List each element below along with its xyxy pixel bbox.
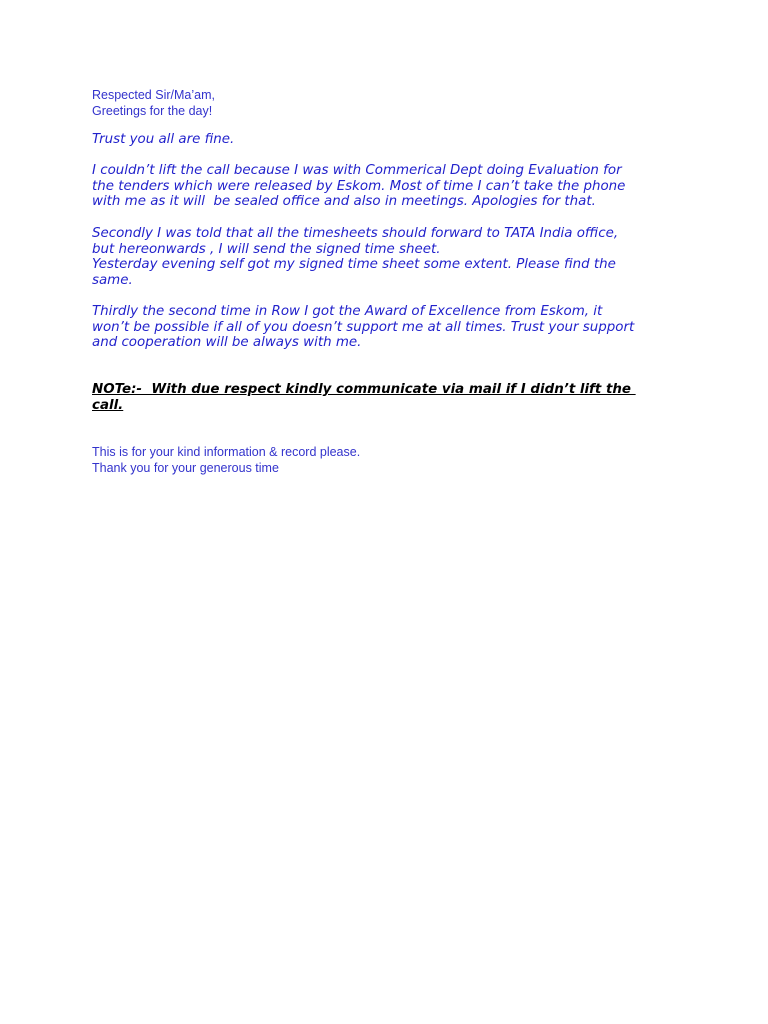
paragraph-line: and cooperation will be always with me. bbox=[92, 335, 362, 351]
closing-info: This is for your kind information & record please. bbox=[92, 445, 361, 459]
paragraph-line: Thirdly the second time in Row I got the Award of Excellence from Eskom, it bbox=[92, 304, 603, 319]
paragraph-line: with me as it will be sealed office and also in meetings. Apologies for that. bbox=[92, 194, 596, 210]
paragraph-line: Yesterday evening self got my signed time sheet some extent. Please find the bbox=[92, 257, 616, 273]
paragraph-line: the tenders which were released by Eskom. Most of time I can’t take the phone bbox=[92, 178, 626, 194]
note-line: NOTe:- With due respect kindly communicate via mail if I didn’t lift the bbox=[92, 382, 636, 397]
paragraph-line: won’t be possible if all of you doesn’t support me at all times. Trust your support bbox=[92, 319, 635, 335]
paragraph-line: I couldn’t lift the call because I was with Commerical Dept doing Evaluation for bbox=[92, 163, 622, 178]
salutation: Respected Sir/Ma’am, bbox=[92, 88, 215, 102]
paragraph-call bbox=[92, 163, 692, 210]
closing-block bbox=[92, 444, 692, 476]
note-block bbox=[92, 382, 682, 413]
paragraph-line: Secondly I was told that all the timesheets should forward to TATA India office, bbox=[92, 226, 619, 241]
greeting: Greetings for the day! bbox=[92, 104, 213, 118]
greeting-block bbox=[92, 87, 692, 119]
paragraph-line: but hereonwards , I will send the signed time sheet. bbox=[92, 241, 441, 257]
trust-line-block bbox=[92, 132, 692, 148]
paragraph-timesheets bbox=[92, 226, 692, 288]
closing-thanks: Thank you for your generous time bbox=[92, 461, 279, 475]
note-line: call. bbox=[92, 397, 124, 413]
paragraph-award bbox=[92, 304, 692, 351]
trust-line: Trust you all are fine. bbox=[92, 132, 235, 147]
paragraph-line: same. bbox=[92, 272, 133, 288]
